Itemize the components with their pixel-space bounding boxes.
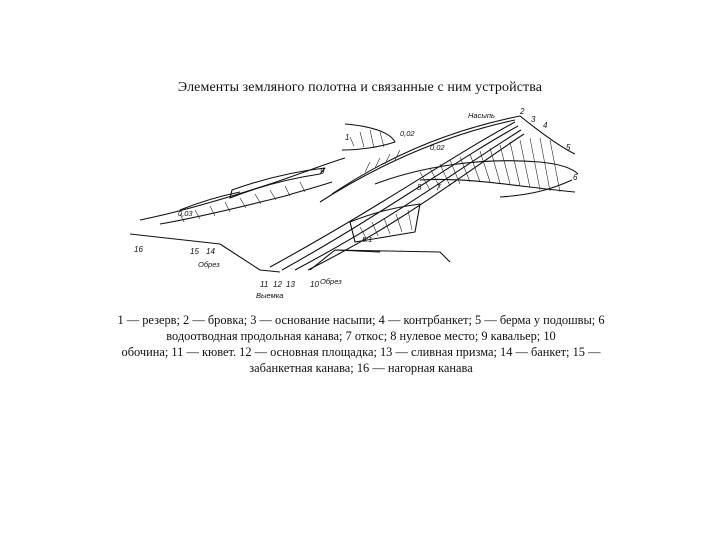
cavalier: [230, 168, 325, 198]
earthwork-diagram: [120, 102, 620, 302]
callout-5: 5: [566, 143, 571, 152]
ground-right: [335, 250, 450, 262]
side-cut-right: [350, 204, 420, 242]
trackbed-line-2: [282, 126, 518, 270]
label-slope-right: 0,02: [430, 143, 445, 152]
callout-10: 10: [310, 280, 319, 289]
legend-line-4: забанкетная канава; 16 — нагорная канава: [249, 361, 473, 375]
cut-left-surface: [140, 158, 345, 220]
label-slope-002: 0,02: [400, 129, 415, 138]
legend-line-2: водоотводная продольная канава; 7 откос; 8 нулевое место; 9 кавальер; 10: [166, 329, 556, 343]
label-slope-003: 0,03: [178, 209, 193, 218]
ditch-right: [500, 180, 572, 197]
legend-line-3: обочина; 11 — кювет. 12 — основная площадка; 13 — сливная призма; 14 — банкет; 15 —: [121, 345, 601, 359]
callout-14: 14: [206, 247, 215, 256]
callout-6: 6: [573, 173, 578, 182]
page-title: Элементы земляного полотна и связанные с ним устройства: [177, 80, 543, 95]
trackbed-line-3: [295, 130, 521, 270]
cut-right-slope: [310, 250, 380, 270]
callout-8: 8: [417, 183, 422, 192]
callout-3: 3: [531, 115, 536, 124]
callout-2: 2: [520, 107, 525, 116]
callout-15: 15: [190, 247, 199, 256]
reserve: [342, 124, 395, 150]
callout-7: 7: [436, 183, 441, 192]
callout-12: 12: [273, 280, 282, 289]
callout-4: 4: [543, 121, 548, 130]
callout-16: 16: [134, 245, 143, 254]
callout-9: 9: [320, 167, 325, 176]
label-obrez-left: Обрез: [198, 260, 220, 269]
callout-13: 13: [286, 280, 295, 289]
legend: [66, 312, 656, 376]
label-nasyp: Насыпь: [468, 111, 495, 120]
label-cut-slope: 5:1: [362, 235, 373, 244]
legend-line-1: 1 — резерв; 2 — бровка; 3 — основание насыпи; 4 — контрбанкет; 5 — берма у подошвы; 6: [117, 313, 605, 327]
trackbed-line-1: [270, 122, 515, 267]
label-obrez-right: Обрез: [320, 277, 342, 286]
callout-1: 1: [345, 133, 350, 142]
callout-11: 11: [260, 280, 269, 289]
label-vyemka: Выемка: [256, 291, 284, 300]
ground-left: [130, 234, 220, 244]
cut-left-slope: [220, 244, 280, 272]
